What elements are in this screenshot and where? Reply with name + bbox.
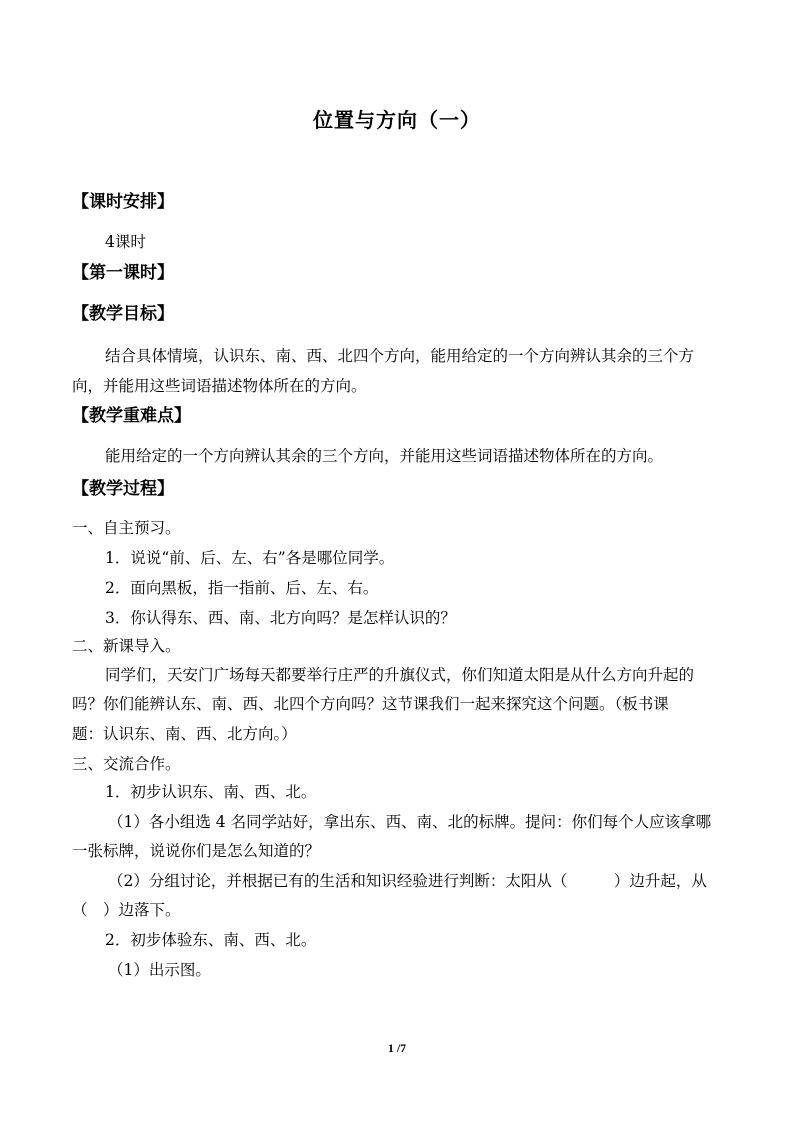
- page-number: 1 /7: [387, 1041, 407, 1055]
- lesson-heading: 【第一课时】: [72, 263, 174, 283]
- part1-item-3: 3．你认得东、西、南、北方向吗？是怎样认识的？: [105, 609, 456, 627]
- part2-text-line-1: 同学们，天安门广场每天都要举行庄严的升旗仪式，你们知道太阳是从什么方向升起的: [105, 666, 695, 684]
- part3-item-1-sub-1-line-2: 一张标牌，说说你们是怎么知道的？: [72, 842, 321, 860]
- schedule-value: 4课时: [105, 233, 146, 251]
- key-points-text: 能用给定的一个方向辨认其余的三个方向，并能用这些词语描述物体所在的方向。: [105, 447, 664, 465]
- part2-text-line-2: 吗？你们能辨认东、南、西、北四个方向吗？这节课我们一起来探究这个问题。（板书课: [72, 695, 669, 713]
- part3-item-2-sub-1: （1）出示图。: [108, 961, 211, 979]
- part1-item-1: 1．说说“前、后、左、右”各是哪位同学。: [105, 549, 395, 567]
- goals-text-line-2: 向，并能用这些词语描述物体所在的方向。: [72, 377, 367, 395]
- part3-item-1-sub-1-line-1: （1）各小组选 4 名同学站好，拿出东、西、南、北的标牌。提问：你们每个人应该拿哪: [108, 813, 712, 831]
- part3-item-2: 2．初步体验东、南、西、北。: [105, 931, 317, 949]
- part1-title: 一、自主预习。: [72, 519, 181, 537]
- key-points-heading: 【教学重难点】: [72, 406, 191, 426]
- part2-title: 二、新课导入。: [72, 637, 181, 655]
- part3-item-1: 1．初步认识东、南、西、北。: [105, 783, 317, 801]
- part3-item-1-sub-2-line-1: （2）分组讨论，并根据已有的生活和知识经验进行判断：太阳从（ ）边升起，从: [108, 872, 707, 890]
- document-title: 位置与方向（一）: [313, 108, 481, 132]
- part2-text-line-3: 题：认识东、南、西、北方向。）: [72, 725, 297, 743]
- schedule-heading: 【课时安排】: [72, 192, 174, 212]
- process-heading: 【教学过程】: [72, 479, 174, 499]
- goals-heading: 【教学目标】: [72, 304, 174, 324]
- part1-item-2: 2．面向黑板，指一指前、后、左、右。: [105, 579, 379, 597]
- part3-title: 三、交流合作。: [72, 755, 181, 773]
- goals-text-line-1: 结合具体情境，认识东、南、西、北四个方向，能用给定的一个方向辨认其余的三个方: [105, 347, 695, 365]
- part3-item-1-sub-2-line-2: （ ）边落下。: [72, 901, 181, 919]
